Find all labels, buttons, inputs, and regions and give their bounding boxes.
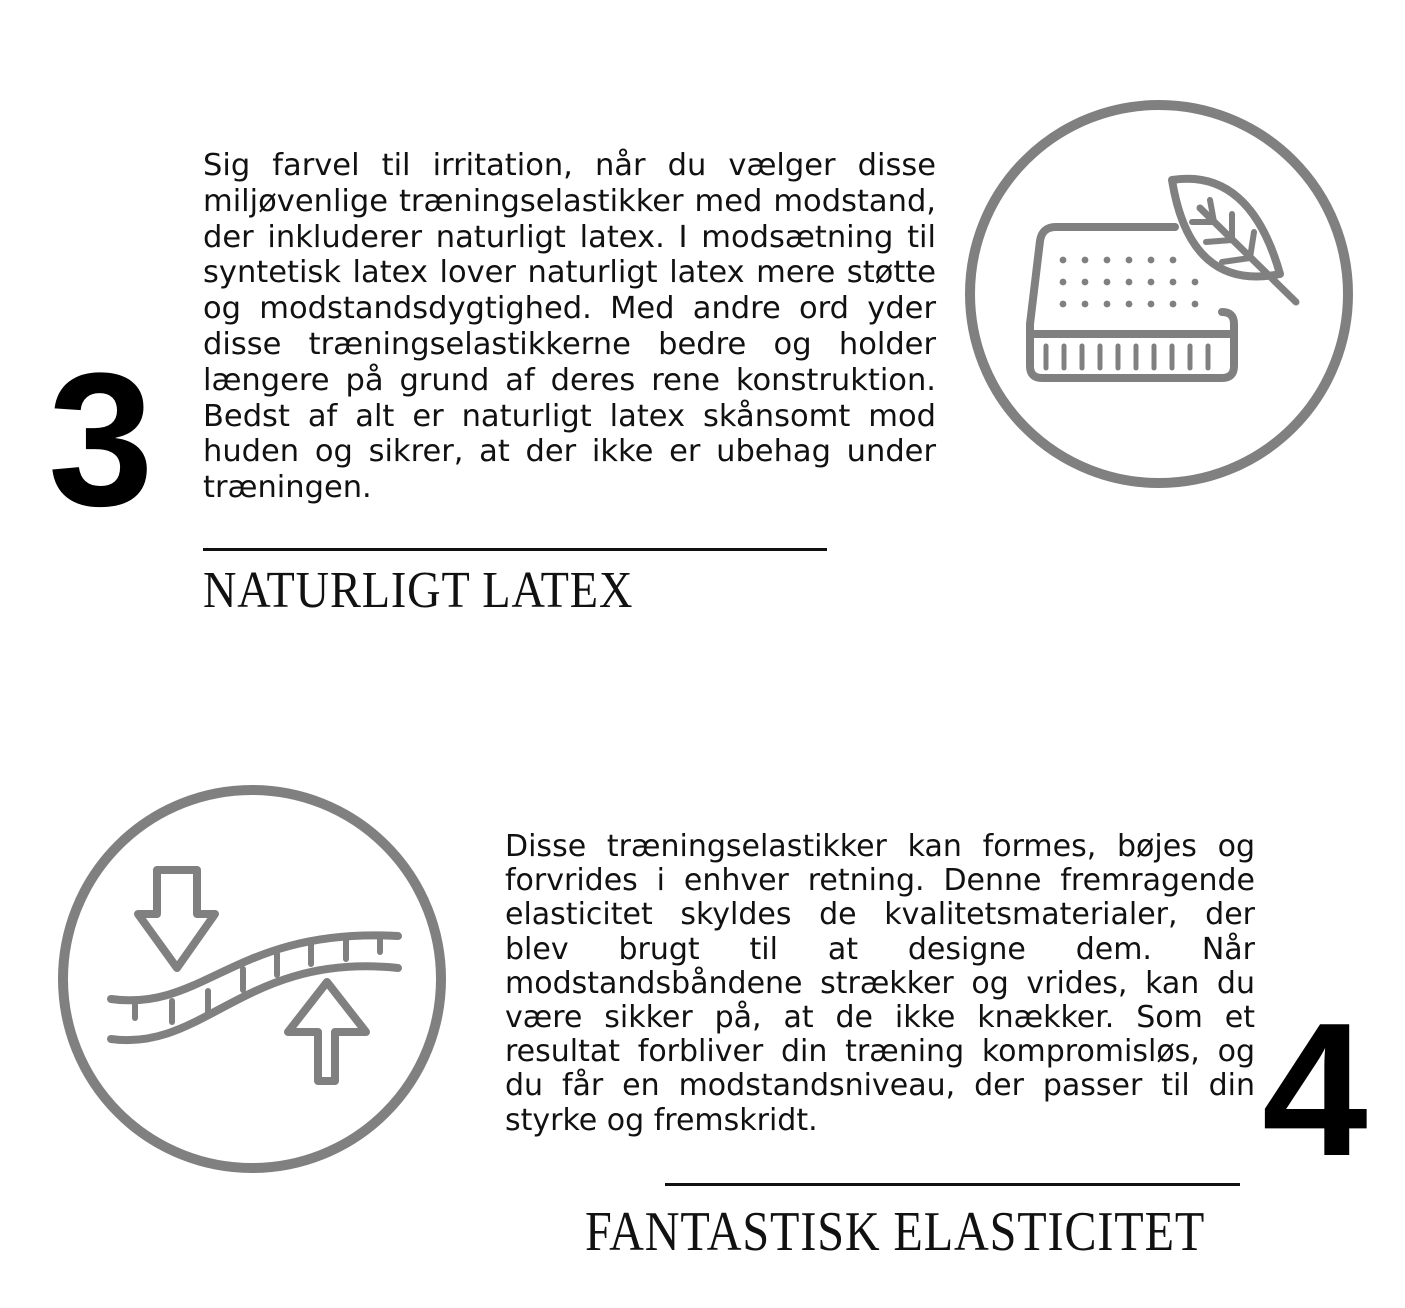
latex-mattress-leaf-icon bbox=[960, 96, 1360, 496]
section-3-heading: NATURLIGT LATEX bbox=[203, 562, 634, 619]
section-4-divider bbox=[665, 1183, 1240, 1186]
section-number-4: 4 bbox=[1262, 984, 1368, 1196]
section-4-description: Disse træningselastikker kan formes, bøjes og forvrides i enhver retning. Denne fremragende elasticitet skyldes de kvalitetsmaterialer, der blev brugt til at designe dem. Når modstandsbåndene strækker og vrides, kan du være sikker på, at de ikke knækker. Som et resultat forbliver din træning kompromisløs, og du får en modstandsniveau, der passer til din styrke og fremskridt. bbox=[505, 829, 1255, 1138]
section-number-3: 3 bbox=[48, 334, 154, 546]
section-3-description: Sig farvel til irritation, når du vælger disse miljøvenlige træningselastikker med modstand, der inkluderer naturligt latex. I modsætning til syntetisk latex lover naturligt latex mere støtte og modstandsdygtighed. Med andre ord yder disse træningselastikkerne bedre og holder længere på grund af deres rene konstruktion. Bedst af alt er naturligt latex skånsomt mod huden og sikrer, at der ikke er ubehag under træningen. bbox=[203, 148, 936, 506]
section-3-divider bbox=[203, 548, 827, 551]
elasticity-wave-arrows-icon bbox=[55, 782, 455, 1182]
section-4-heading: FANTASTISK ELASTICITET bbox=[585, 1201, 1206, 1263]
